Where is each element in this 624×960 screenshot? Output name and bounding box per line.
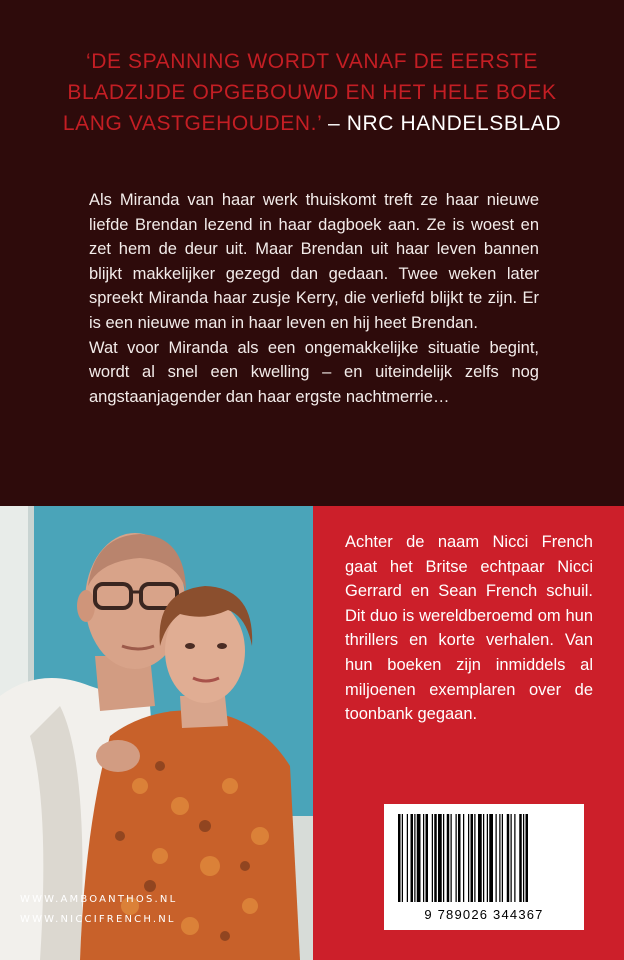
blurb-paragraph-1: Als Miranda van haar werk thuiskomt treft ze haar nieuwe liefde Brendan lezend in haar dagboek aan. Ze is woest en zet hem de deur uit. Maar Brendan uit haar leven bannen blijkt makkelijker gezegd dan gedaan. Twee weken later spreekt Miranda haar zusje Kerry, die verliefd blijkt te zijn. Er is een nieuwe man in haar leven en hij heet Brendan. (89, 191, 539, 332)
review-quote (40, 46, 584, 139)
author-bio: Achter de naam Nicci French gaat het Britse echtpaar Nicci Gerrard en Sean French schuil. Dit duo is wereldberoemd om hun thrillers en korte verhalen. Van hun boeken zijn inmiddels al miljoenen exemplaren over de toonbank gegaan. (345, 533, 593, 724)
author-bio-panel (313, 506, 624, 960)
blurb-paragraph-2: Wat voor Miranda als een ongemakkelijke situatie begint, wordt al snel een kwelling – en uiteindelijk zelfs nog angstaanjagender dan haar ergste nachtmerrie… (89, 338, 539, 406)
publisher-url: WWW.AMBOANTHOS.NL (20, 894, 178, 905)
book-blurb (89, 188, 539, 409)
isbn-number: 9 789026 344367 (424, 907, 544, 922)
author-url: WWW.NICCIFRENCH.NL (20, 914, 176, 925)
quote-text: ‘DE SPANNING WORDT VANAF DE EERSTE BLADZIJDE OPGEBOUWD EN HET HELE BOEK LANG VASTGEHOUDEN.’ (62, 50, 557, 135)
author-photo (0, 506, 313, 960)
quote-source: – NRC HANDELSBLAD (328, 112, 562, 135)
barcode (384, 804, 584, 930)
author-photo-illustration (0, 506, 313, 960)
